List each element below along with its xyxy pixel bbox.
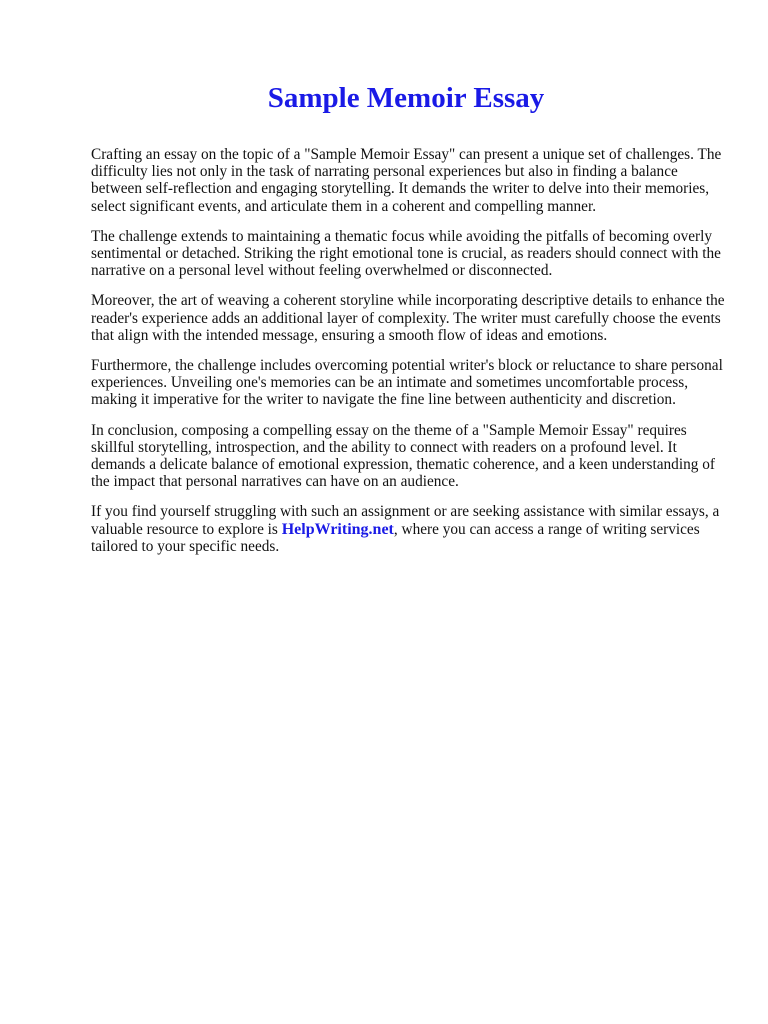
paragraph-2: The challenge extends to maintaining a thematic focus while avoiding the pitfalls of becoming overly sentimental or detached. Striking the right emotional tone is crucial, as readers should connect with the narrative on a personal level without feeling overwhelmed or disconnected. xyxy=(91,227,721,280)
paragraph-1: Crafting an essay on the topic of a "Sample Memoir Essay" can present a unique set of challenges. The difficulty lies not only in the task of narrating personal experiences but also in finding a balance between self-reflection and engaging storytelling. It demands the writer to delve into their memories, select significant events, and articulate them in a coherent and compelling manner. xyxy=(91,146,722,215)
essay-body xyxy=(91,146,731,568)
paragraph-5: In conclusion, composing a compelling essay on the theme of a "Sample Memoir Essay" requires skillful storytelling, introspection, and the ability to connect with readers on a profound level. It demands a delicate balance of emotional expression, thematic coherence, and a keen understanding of the impact that personal narratives can have on an audience. xyxy=(91,421,715,491)
closing-text-before-link: If you find yourself struggling with such an assignment or are seeking assistance with similar essays, a valuable resource to explore is xyxy=(91,503,720,538)
helpwriting-link[interactable]: HelpWriting.net xyxy=(281,520,394,538)
page-title: Sample Memoir Essay xyxy=(267,82,545,114)
closing-text-after-link: , where you can access a range of writing services tailored to your specific needs. xyxy=(91,520,700,555)
paragraph-3: Moreover, the art of weaving a coherent storyline while incorporating descriptive details to enhance the reader's experience adds an additional layer of complexity. The writer must carefully choose the events that align with the intended message, ensuring a smooth flow of ideas and emotions. xyxy=(91,292,725,344)
paragraph-4: Furthermore, the challenge includes overcoming potential writer's block or reluctance to share personal experiences. Unveiling one's memories can be an intimate and sometimes uncomfortable process, making it imperative for the writer to navigate the fine line between authenticity and discretion. xyxy=(91,357,723,409)
closing-paragraph xyxy=(91,503,731,555)
